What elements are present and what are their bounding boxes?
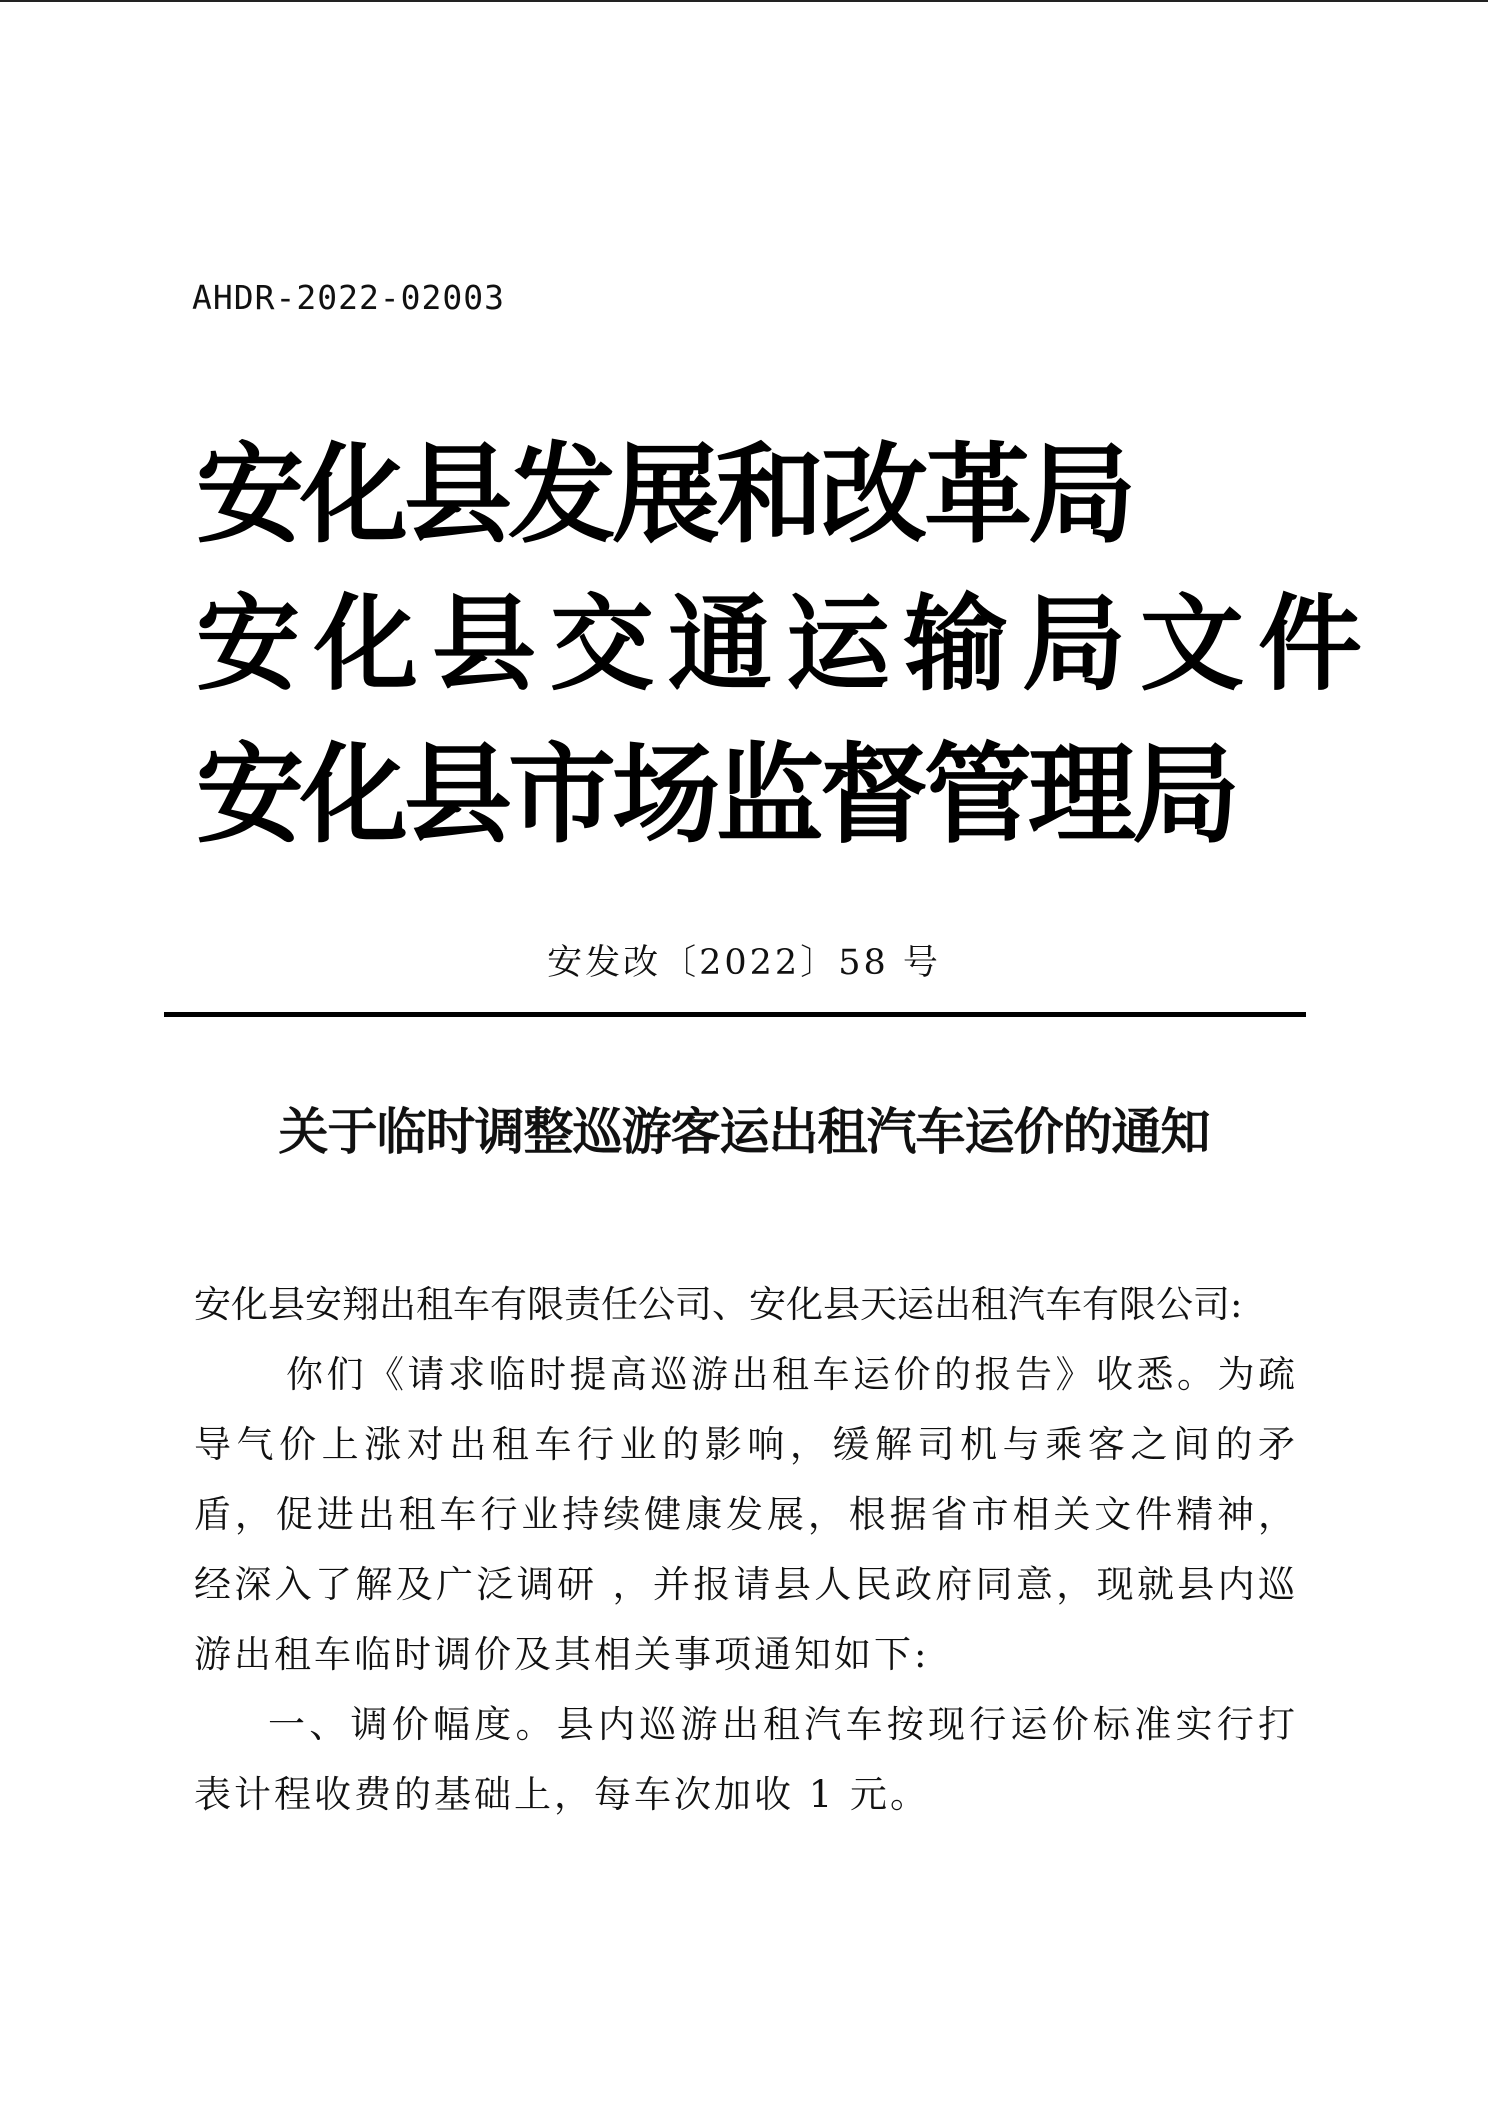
- notice-title: 关于临时调整巡游客运出租汽车运价的通知: [278, 1102, 1210, 1161]
- header-separator-line: [164, 1012, 1306, 1017]
- notice-body: [194, 1270, 1298, 1830]
- body-paragraph: 一、调价幅度。县内巡游出租汽车按现行运价标准实行打表计程收费的基础上，每车次加收 1 元。: [194, 1703, 1298, 1816]
- addressee: 安化县安翔出租车有限责任公司、安化县天运出租汽车有限公司:: [194, 1283, 1243, 1326]
- page-top-border: [0, 0, 1488, 2]
- issuer-market-supervision-bureau: 安化县市场监督管理局: [196, 731, 1237, 858]
- file-number: 安发改〔2022〕58 号: [547, 943, 941, 983]
- issuer-development-reform-bureau: 安化县发展和改革局: [196, 431, 1133, 558]
- issuer-transport-bureau: 安化县交通运输局文件: [196, 582, 1377, 705]
- body-paragraph: 你们《请求临时提高巡游出租车运价的报告》收悉。为疏导气价上涨对出租车行业的影响，缓解司机与乘客之间的矛盾，促进出租车行业持续健康发展，根据省市相关文件精神，经深入了解及广泛调研 ，并报请县人民政府同意，现就县内巡游出租车临时调价及其相关事项通知如下:: [194, 1353, 1298, 1676]
- issuing-authorities: [196, 410, 1377, 860]
- document-id: AHDR-2022-02003: [192, 278, 506, 317]
